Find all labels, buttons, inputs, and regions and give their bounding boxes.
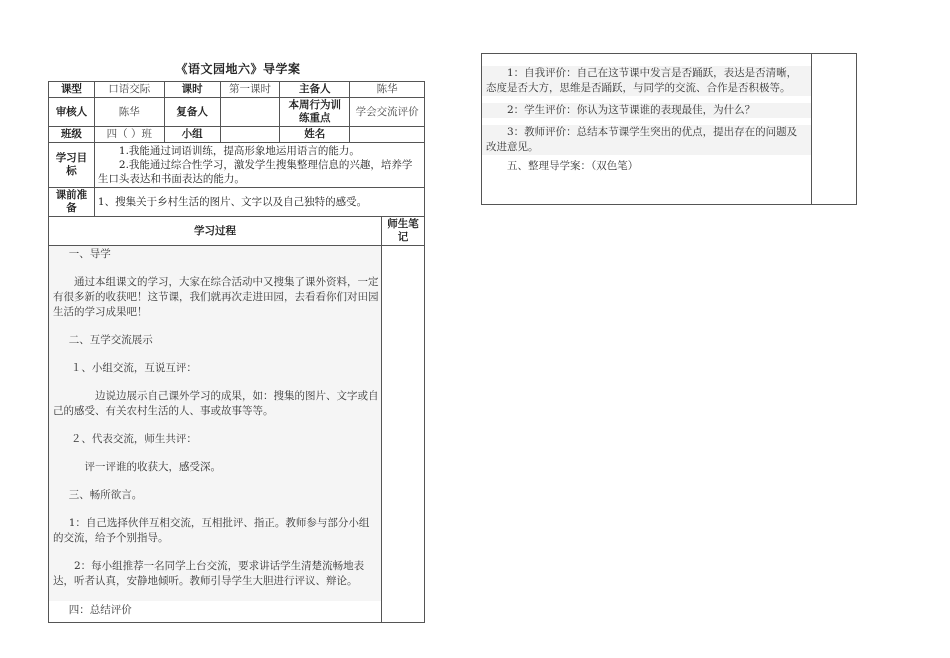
name-label: 姓名	[280, 127, 350, 143]
section-organize: 五、整理导学案：（双色笔）	[507, 160, 639, 172]
goal-item: 1.我能通过词语训练，提高形象地运用语言的能力。	[118, 145, 360, 157]
course-type-value: 口语交际	[94, 82, 164, 98]
goals-label: 学习目标	[49, 143, 95, 188]
goals-text	[94, 143, 424, 188]
group-value	[220, 127, 280, 143]
period-value: 第一课时	[220, 82, 280, 98]
group-label: 小组	[164, 127, 220, 143]
reviewer-value: 陈华	[94, 98, 164, 127]
course-type-label: 课型	[49, 82, 95, 98]
class-value: 四（ ）班	[94, 127, 164, 143]
period-label: 课时	[164, 82, 220, 98]
lesson-plan-table	[48, 81, 425, 623]
co-preparer-value	[220, 98, 280, 127]
notes-column	[382, 246, 425, 623]
intro-text: 通过本组课文的学习，大家在综合活动中又搜集了课外资料，一定有很多新的收获吧！这节课，我们就再次走进田园，去看看你们对田园生活的学习成果吧！	[53, 276, 379, 318]
self-evaluation: 1：自我评价：自己在这节课中发言是否踊跃，表达是否清晰，态度是否大方，思维是否踊跃，与同学的交流、合作是否积极等。	[482, 66, 811, 96]
section-discussion: 三、畅所欲言。	[68, 489, 143, 501]
section-intro: 一、导学	[68, 248, 111, 260]
notes-heading: 师生笔记	[382, 217, 425, 246]
discussion-item-1: 1：自己选择伙伴互相交流，互相批评、指正。教师参与部分小组的交流，给予个别指导。	[53, 517, 370, 544]
weekly-focus-label: 本周行为训练重点	[280, 98, 350, 127]
prep-label: 课前准备	[49, 188, 95, 217]
document-title: 《语文园地六》导学案	[175, 62, 301, 76]
evaluation-cell	[482, 54, 812, 204]
class-label: 班级	[49, 127, 95, 143]
step-group-exchange: １、小组交流，互说互评：	[70, 362, 197, 374]
section-exchange: 二、互学交流展示	[68, 334, 153, 346]
goal-item: 2.我能通过综合性学习，激发学生搜集整理信息的兴趣，培养学生口头表达和书面表达的能力。	[97, 159, 413, 185]
evaluation-continuation-table	[481, 53, 857, 205]
discussion-item-2: 2：每小组推荐一名同学上台交流，要求讲话学生清楚流畅地表达，听者认真，安静地倾听。教师引导学生大胆进行评议、辩论。	[53, 560, 365, 587]
step-representative: ２、代表交流，师生共评：	[70, 433, 197, 445]
process-body	[49, 246, 382, 623]
group-exchange-text: 边说边展示自己课外学习的成果，如：搜集的图片、文字或自己的感受、有关农村生活的人、事或故事等等。	[53, 390, 379, 417]
name-value	[350, 127, 425, 143]
co-preparer-label: 复备人	[164, 98, 220, 127]
reviewer-label: 审核人	[49, 98, 95, 127]
representative-text: 评一评谁的收获大，感受深。	[84, 461, 221, 473]
weekly-focus-value: 学会交流评价	[350, 98, 425, 127]
section-summary: 四：总结评价	[68, 604, 132, 616]
prep-text: 1、搜集关于乡村生活的图片、文字以及自己独特的感受。	[94, 188, 424, 217]
lead-preparer-label: 主备人	[280, 82, 350, 98]
process-heading: 学习过程	[49, 217, 382, 246]
teacher-evaluation: 3：教师评价：总结本节课学生突出的优点，提出存在的问题及改进意见。	[482, 125, 811, 155]
lead-preparer-value: 陈华	[350, 82, 425, 98]
student-evaluation: 2：学生评价：你认为这节课谁的表现最佳，为什么？	[482, 103, 811, 118]
